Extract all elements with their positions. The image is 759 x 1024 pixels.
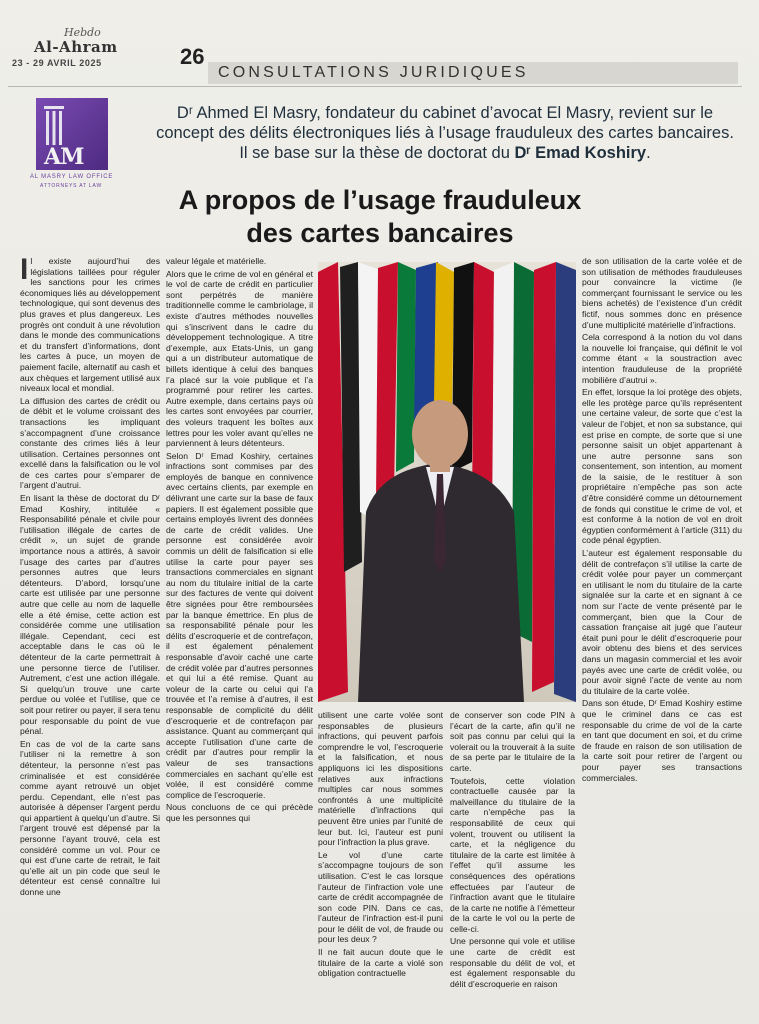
text-column-5 xyxy=(582,256,742,1016)
text-column-4 xyxy=(450,710,575,1010)
law-firm-logo xyxy=(30,98,140,198)
masthead xyxy=(0,0,759,92)
paragraph: de conserver son code PIN à l’écart de la carte, afin qu’il ne soit pas connu par celui qui la volerait ou la trouverait à la suite de sa perte par le titulaire de la carte. xyxy=(450,710,575,773)
paragraph: valeur légale et matérielle. xyxy=(166,256,267,266)
headline-line-2: des cartes bancaires xyxy=(246,218,514,248)
article-intro xyxy=(150,103,740,163)
paragraph: Il existe aujourd’hui des législations taillées pour réguler les sanctions pour les crimes économiques liés au développement technologique, qui sont devenus des plus graves et plus dangereux. Les progrès ont conduit à une révolution dans le monde des communications et du transfert d’informations, dont les cartes à puce, un moyen de paiement facile, alternatif au cash et aux chèques et largement utilisé aux niveaux local et mondial. xyxy=(20,253,160,394)
paragraph: L’auteur est également responsable du délit de contrefaçon s’il utilise la carte de crédit volée pour payer un commerçant en utilisant le nom du titulaire de la carte signalée sur la carte et en signant à ce nom sur l’acte de vente présenté par le commerçant, bien que la Cour de cassation française ait jugé que l’auteur était puni pour le délit d’escroquerie pour avoir obtenu des biens et des services dans un magasin commercial et les avoir payés avec une carte de crédit volée, ou pour avoir signé l’acte de vente au nom du titulaire de la carte volée. xyxy=(582,548,742,696)
intro-author: Dʳ Emad Koshiry xyxy=(514,144,647,162)
paragraph: En cas de vol de la carte sans l’utiliser ni la remettre à son détenteur, la personne n’est pas criminalisée et est considérée comme ayant retrouvé un objet perdu. Cependant, elle n’est pas autorisée à dépenser l’argent perdu qui appartient à quelqu’un d’autre. Si l’argent trouvé est dépensé par la personne l’ayant trouvé, cela est considéré comme un vol. Pour ce qui est d’une carte de retrait, le fait qu’elle ait un pin code que seul le détenteur est censé connaître lui donne une xyxy=(20,738,160,898)
text-column-2 xyxy=(166,256,313,1016)
paragraph: Alors que le crime de vol en général et le vol de carte de crédit en particulier sont perpétrés de manière traditionnelle comme le cambriolage, il existe d’autres méthodes nouvelles qui s’inscrivent dans le cadre du développement technologique. A titre d’exemple, aux Etats-Unis, un gang qui a un distributeur automatique de billets identique à celui des banques l’a placé sur la voie publique et l’a programmé pour retirer les cartes. Autre exemple, dans certains pays où les cartes sont envoyées par courrier, des voleurs traquent les boîtes aux lettres pour les voler avant qu’elles ne parviennent à leurs détenteurs. xyxy=(166,268,313,449)
logo-letters: AM xyxy=(44,144,84,170)
portrait-photo xyxy=(318,262,576,702)
page-number: 26 xyxy=(180,44,205,69)
logo-hebdo: Hebdo xyxy=(64,26,101,39)
text-column-1 xyxy=(20,253,160,1016)
logo-al-ahram: Al-Ahram xyxy=(34,38,118,56)
drop-cap: I xyxy=(20,253,29,286)
paragraph: Il ne fait aucun doute que le titulaire de la carte a violé son obligation contractuelle xyxy=(318,947,443,979)
paragraph: Une personne qui vole et utilise une carte de crédit est responsable du délit de vol, et est également responsable du délit d’escroquerie en raison xyxy=(450,936,575,989)
paragraph: En effet, lorsque la loi protège des objets, elle les protège parce qu’ils représentent une certaine valeur, de sorte que c’est la valeur de l’objet, et non sa substance, qui est prise en compte, de sorte que si une personne saisit un objet appartenant à une autre personne sans son consentement, son intention, au moment de la saisie, de le restituer à son propriétaire n’empêche pas son acte d’être considéré comme un détournement de fonds qui constitue le crime de vol, et est conforme à la notion de vol en droit égyptien conformément à l’article (311) du code pénal égyptien. xyxy=(582,387,742,546)
text-column-3 xyxy=(318,710,443,1010)
intro-end: . xyxy=(646,144,651,162)
paragraph: de son utilisation de la carte volée et de son utilisation de méthodes frauduleuses pour convaincre la victime (le commerçant fournissant le service ou les biens achetés) de l’existence d’un crédit fictif, nous sommes donc en présence d’une multiplicité matérielle d’infractions. xyxy=(582,256,742,330)
headline-line-1: A propos de l’usage frauduleux xyxy=(178,185,582,215)
intro-text: Dʳ Ahmed El Masry, fondateur du cabinet d’avocat El Masry, revient sur le concept des délits électroniques liés à l’usage frauduleux des cartes bancaires. Il se base sur la thèse de doctorat du xyxy=(156,104,734,162)
paragraph: Dans son étude, Dʳ Emad Koshiry estime que le criminel dans ce cas est responsable du crime de vol de la carte en tant que document en soi, et du crime de fraude en raison de son utilisation de la carte soit pour retirer de l’argent ou pour payer ses transactions commerciales. xyxy=(582,698,742,783)
paragraph: Nous concluons de ce qui précède que les personnes qui xyxy=(166,802,313,823)
issue-date: 23 - 29 AVRIL 2025 xyxy=(12,58,102,68)
paragraph: utilisent une carte volée sont responsables de plusieurs infractions, qui peuvent parfois comprendre le vol, l’escroquerie et la falsification, et nous appliquons ici les dispositions relatives aux infractions multiples car nous sommes confrontés à une multiplicité matérielle d’infractions qui peuvent être unies par l’unité de leur but. Ici, l’auteur est puni pour l’infraction la plus grave. xyxy=(318,710,443,848)
firm-subtitle: ATTORNEYS AT LAW xyxy=(40,183,102,189)
rubric-title: CONSULTATIONS JURIDIQUES xyxy=(218,64,529,81)
paragraph: La diffusion des cartes de crédit ou de débit et le volume croissant des transactions les impliquant s’accompagnent d’une croissance constante des crimes liés à leur utilisation. Certaines personnes ont excellé dans la falsification ou le vol de ces cartes pour s’emparer de l’argent d’autrui. xyxy=(20,395,160,491)
firm-name: AL MASRY LAW OFFICE xyxy=(30,174,114,180)
article-headline xyxy=(110,184,650,250)
man-in-suit-with-flags-image xyxy=(318,262,576,702)
paragraph: En lisant la thèse de doctorat du Dʳ Emad Koshiry, intitulée « Responsabilité pénale et civile pour l’utilisation illégale de cartes de crédit », un sujet de grande importance nous a attirés, à savoir l’usage des cartes par d’autres personnes autres que leurs détenteurs. D’abord, lorsqu’une carte est utilisée par une personne autre que celle au nom de laquelle elle a été émise, cette action est considérée comme une utilisation illégale. Cependant, ceci est acceptable dans le cas où le détenteur de la carte permettrait à une personne tierce de l’utiliser. Autrement, c’est une action illégale. Si quelqu’un trouve une carte perdue ou volée et l’utilise, que ce soit pour retirer ou payer, il sera tenu pour responsable du point de vue pénal. xyxy=(20,493,160,737)
paragraph: Cela correspond à la notion du vol dans la nouvelle loi française, qui définit le vol comme étant « la soustraction avec intention frauduleuse de la propriété mobilière d’autrui ». xyxy=(582,332,742,385)
divider xyxy=(8,86,742,87)
paragraph: Selon Dʳ Emad Koshiry, certaines infractions sont commises par des employés de banque en connivence avec certains clients, par exemple en délivrant une carte sur la base de faux papiers. Il est également possible que certains employés livrent des données de carte de crédit valides. Une personne est considérée avoir commis un délit de falsification si elle utilise la carte pour payer ses transactions commerciales en signant au nom du titulaire initial de la carte sur des factures de vente qui doivent être signées pour être remboursées par la banque émettrice. En plus de sa responsabilité pénale pour les délits d’escroquerie et de contrefaçon, il est également pénalement responsable d’avoir caché une carte de crédit volée par d’autres personnes et qui lui a été remise. Quant au voleur de la carte ou celui qui l’a trouvée et l’a remise à d’autres, il est responsable de complicité du délit d’escroquerie et de contrefaçon par assistance. Quant au commerçant qui accepte l’utilisation d’une carte de crédit par d’autres pour remplir la valeur de ses transactions commerciales en sachant qu’elle est volée, il est considéré comme complice de l’escroquerie. xyxy=(166,450,313,800)
paragraph: Toutefois, cette violation contractuelle causée par la malveillance du titulaire de la carte n’empêche pas la responsabilité de ceux qui volent, trouvent ou utilisent la carte, et la négligence du titulaire de la carte est limitée à l’effet qu’il assume les conséquences des opérations effectuées par l’auteur de l’infraction avant que le titulaire de la carte ne notifie à l’émetteur de la carte le vol ou la perte de celle-ci. xyxy=(450,775,575,934)
paragraph: Le vol d’une carte s’accompagne toujours de son utilisation. C’est le cas lorsque l’auteur de l’infraction vole une carte de crédit accompagnée de son code PIN. Dans ce cas, l’auteur de l’infraction est-il puni pour le délit de vol, de fraude ou pour les deux ? xyxy=(318,849,443,945)
